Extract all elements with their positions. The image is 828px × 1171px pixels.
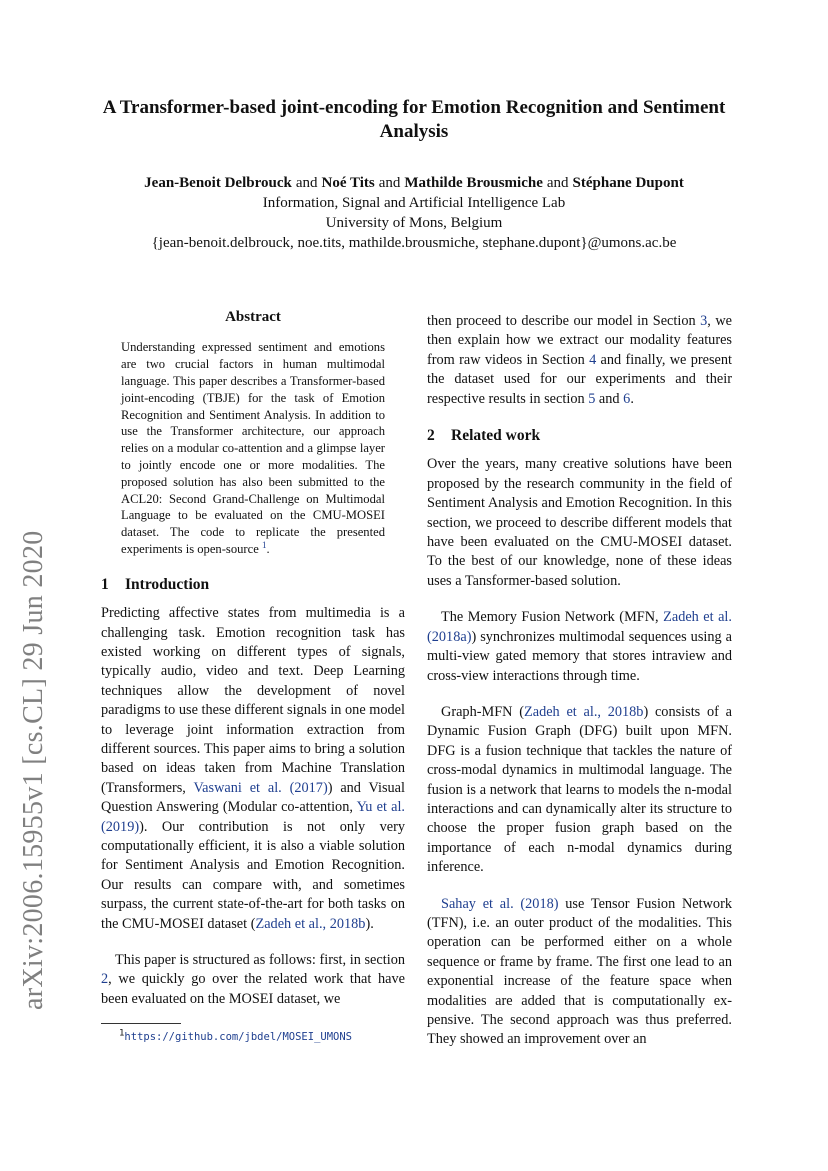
related-paragraph-4: Sahay et al. (2018) use Tensor Fusion Network (TFN), i.e. an outer product of the modalities. This operation can be performed either on a whole sequence or frame by frame. The first one lead to an exponential increase of the feature space when modalities are added that is computationally ex-pensive. The second approach was thus preferred. They showed an improvement over an: [427, 895, 732, 1048]
author-block: [60, 173, 768, 253]
author-affiliation-lab: Information, Signal and Artificial Intelligence Lab: [262, 195, 566, 211]
section-ref-link[interactable]: 4: [589, 351, 597, 368]
section-ref-link[interactable]: 6: [623, 390, 631, 407]
footnote-marker[interactable]: 1: [261, 539, 267, 550]
left-column: [101, 308, 405, 1048]
citation-link[interactable]: Zadeh et al., 2018b: [523, 703, 644, 720]
footnote-divider: [101, 1023, 181, 1024]
citation-link[interactable]: Zadeh et al., 2018b: [255, 915, 366, 932]
footnote: $^1$https://github.com/jbdel/MOSEI_UMONS: [119, 1028, 352, 1044]
citation-link[interactable]: Sahay et al. (2018): [441, 895, 559, 912]
related-paragraph-1: Over the years, many creative solutions have been proposed by the research community in the field of Sentiment Analysis and Emotion Recognition. In this section, we proceed to describe different models that have been evaluated on the CMU-MOSEI dataset. To the best of our knowledge, none of these ideas uses a Tansformer-based solution.: [427, 456, 732, 589]
intro-paragraph-2: This paper is structured as follows: first, in section 2, we quickly go over the related work that have been evaluated on the MOSEI dataset, we: [101, 952, 405, 1007]
author-name: Mathilde Brousmiche: [404, 175, 543, 191]
author-separator: and: [546, 175, 569, 191]
section-heading-related-work: 2 Related work: [427, 427, 541, 445]
section-ref-link[interactable]: 5: [588, 390, 596, 407]
citation-link[interactable]: Zadeh et al. (2018a): [427, 609, 732, 645]
intro-paragraph-2-continued: then proceed to describe our model in Section 3, we then explain how we extract our modality features from raw videos in Section 4 and finally, we present the dataset used for our experiments and their respective results in section 5 and 6.: [427, 313, 732, 407]
author-separator: and: [295, 175, 318, 191]
related-paragraph-3: Graph-MFN (Zadeh et al., 2018b) consists of a Dynamic Fusion Graph (DFG) built upon MFN. DFG is a fusion technique that tackles the nature of cross-modal dynamics in multimodal language. The fusion is a network that learns to models the n-modal interactions and can dynamically alter its structure to choose the proper fusion graph based on the importance of each n-modal dynamics during inference.: [427, 703, 732, 876]
author-name: Noé Tits: [321, 175, 375, 191]
author-names: [60, 173, 768, 193]
footnote-url[interactable]: https://github.com/jbdel/MOSEI_UMONS: [124, 1031, 352, 1044]
author-affiliation-university: University of Mons, Belgium: [325, 215, 503, 231]
author-name: Jean-Benoit Delbrouck: [144, 175, 292, 191]
section-ref-link[interactable]: 3: [700, 313, 708, 329]
author-emails: {jean-benoit.delbrouck, noe.tits, mathilde.brousmiche, stephane.dupont}@umons.ac.be: [151, 235, 677, 251]
abstract-text: Understanding expressed sentiment and emotions are two crucial factors in human multimodal language. This paper describes a Transformer-based joint-encoding (TBJE) for the task of Emotion Recognition and Sentiment Analysis. In addition to use the Transformer architecture, our approach relies on a modular co-attention and a glimpse layer to jointly encode one or more modalities. The proposed solution has also been submitted to the ACL20: Second Grand-Challenge on Multimodal Language to be evaluated on the CMU-MOSEI dataset. The code to replicate the presented experiments is open-source $^1$.: [121, 340, 385, 556]
abstract-heading: Abstract: [225, 309, 281, 325]
citation-link[interactable]: Vaswani et al. (2017): [193, 779, 328, 796]
section-heading-introduction: 1 Introduction: [101, 575, 210, 593]
arxiv-identifier: arXiv:2006.15955v1 [cs.CL] 29 Jun 2020: [18, 530, 49, 1010]
author-separator: and: [378, 175, 401, 191]
related-paragraph-2: The Memory Fusion Network (MFN, Zadeh et al. (2018a)) synchronizes multimodal sequences using a multi-view gated memory that stores intraview and cross-view interactions through time.: [427, 609, 732, 684]
author-name: Stéphane Dupont: [572, 175, 684, 191]
paper-title: A Transformer-based joint-encoding for Emotion Recognition and Sentiment Analysis: [102, 97, 726, 142]
section-ref-link[interactable]: 2: [101, 971, 109, 988]
intro-paragraph-1: Predicting affective states from multimedia is a challenging task. Emotion recognition task has existed working on different types of signals, typically audio, video and text. Deep Learning techniques allow the development of novel paradigms to use these different signals in one model to leverage joint information extraction from different sources. This paper aims to bring a solution based on ideas taken from Machine Translation (Transformers, Vaswani et al. (2017)) and Visual Question Answering (Modular co-attention, Yu et al. (2019)). Our contribution is not only very computationally efficient, it is also a viable solution for Sentiment Analysis and Emotion Recognition. Our results can compare with, and sometimes surpass, the current state-of-the-art for both tasks on the CMU-MOSEI dataset (Zadeh et al., 2018b).: [101, 605, 406, 932]
right-column: [427, 312, 732, 1050]
citation-link[interactable]: Yu et al. (2019): [101, 799, 405, 835]
